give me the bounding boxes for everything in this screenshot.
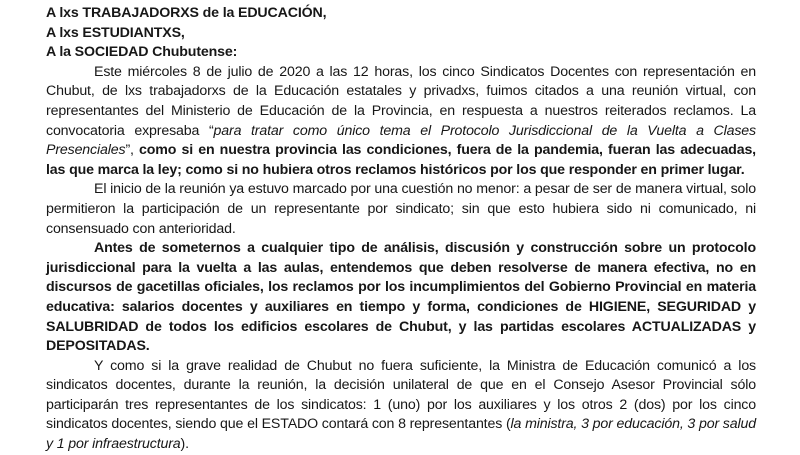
paragraph-text: Este miércoles 8 de julio de 2020 a las 12 horas, los cinco Sindicatos Docentes con representación en Chubut, de lxs trabajadorxs de la Educación estatales y privadxs, fuimos citados a una reunión virtual, con representantes del Ministerio de Educación de la Provincia, en respuesta a nuestros reiterados reclamos. La convocatoria expresaba “ [46, 63, 756, 139]
paragraph-council-decision [46, 357, 756, 455]
addressee-line-society: A la SOCIEDAD Chubutense: [46, 44, 238, 61]
bold-critique-text: como si en nuestra provincia las condiciones, fuera de la pandemia, fueran las adecuadas, las que marca la ley; como si no hubiera otros reclamos históricos por los que responder en primer lugar. [46, 142, 756, 178]
paragraph-tail: ). [180, 436, 189, 453]
paragraph-text: El inicio de la reunión ya estuvo marcado por una cuestión no menor: a pesar de ser de manera virtual, solo permitieron la participación de un representante por sindicato; sin que esto hubiera sido ni comunicado, ni consensuado con anterioridad. [46, 181, 756, 237]
paragraph-meeting-restriction [46, 180, 756, 239]
paragraph-text: Antes de someternos a cualquier tipo de análisis, discusión y construcción sobre un protocolo jurisdiccional para la vuelta a las aulas, entendemos que deben resolverse de manera efectiva, no en discursos de gacetillas oficiales, los reclamos por los incumplimientos del Gobierno Provincial en materia educativa: salarios docentes y auxiliares en tiempo y forma, condiciones de HIGIENE, SEGURIDAD y SALUBRIDAD de todos los edificios escolares de Chubut, y las partidas escolares ACTUALIZADAS y DEPOSITADAS. [46, 240, 756, 355]
quoted-convocation-topic: para tratar como único tema el Protocolo Jurisdiccional de la Vuelta a Clases Presenciales [46, 122, 756, 159]
state-representatives-note: la ministra, 3 por educación, 3 por salud y 1 por infraestructura [46, 416, 756, 453]
addressee-line-workers: A lxs TRABAJADORXS de la EDUCACIÓN, [46, 5, 327, 21]
paragraph-text: Y como si la grave realidad de Chubut no fuera suficiente, la Ministra de Educación comunicó a los sindicatos docentes, durante la reunión, la decisión unilateral de que en el Consejo Asesor Provincial sólo participarán tres representantes de los sindicatos: 1 (uno) por los auxiliares y los otros 2 (dos) por los cinco sindicatos docentes, siendo que el ESTADO contará con 8 representantes ( [46, 357, 756, 433]
letter-addressees [46, 4, 756, 63]
addressee-line-students: A lxs ESTUDIANTXS, [46, 24, 185, 41]
paragraph-meeting-announcement [46, 63, 756, 181]
quote-close: ”, [125, 142, 140, 159]
paragraph-demands [46, 239, 756, 357]
